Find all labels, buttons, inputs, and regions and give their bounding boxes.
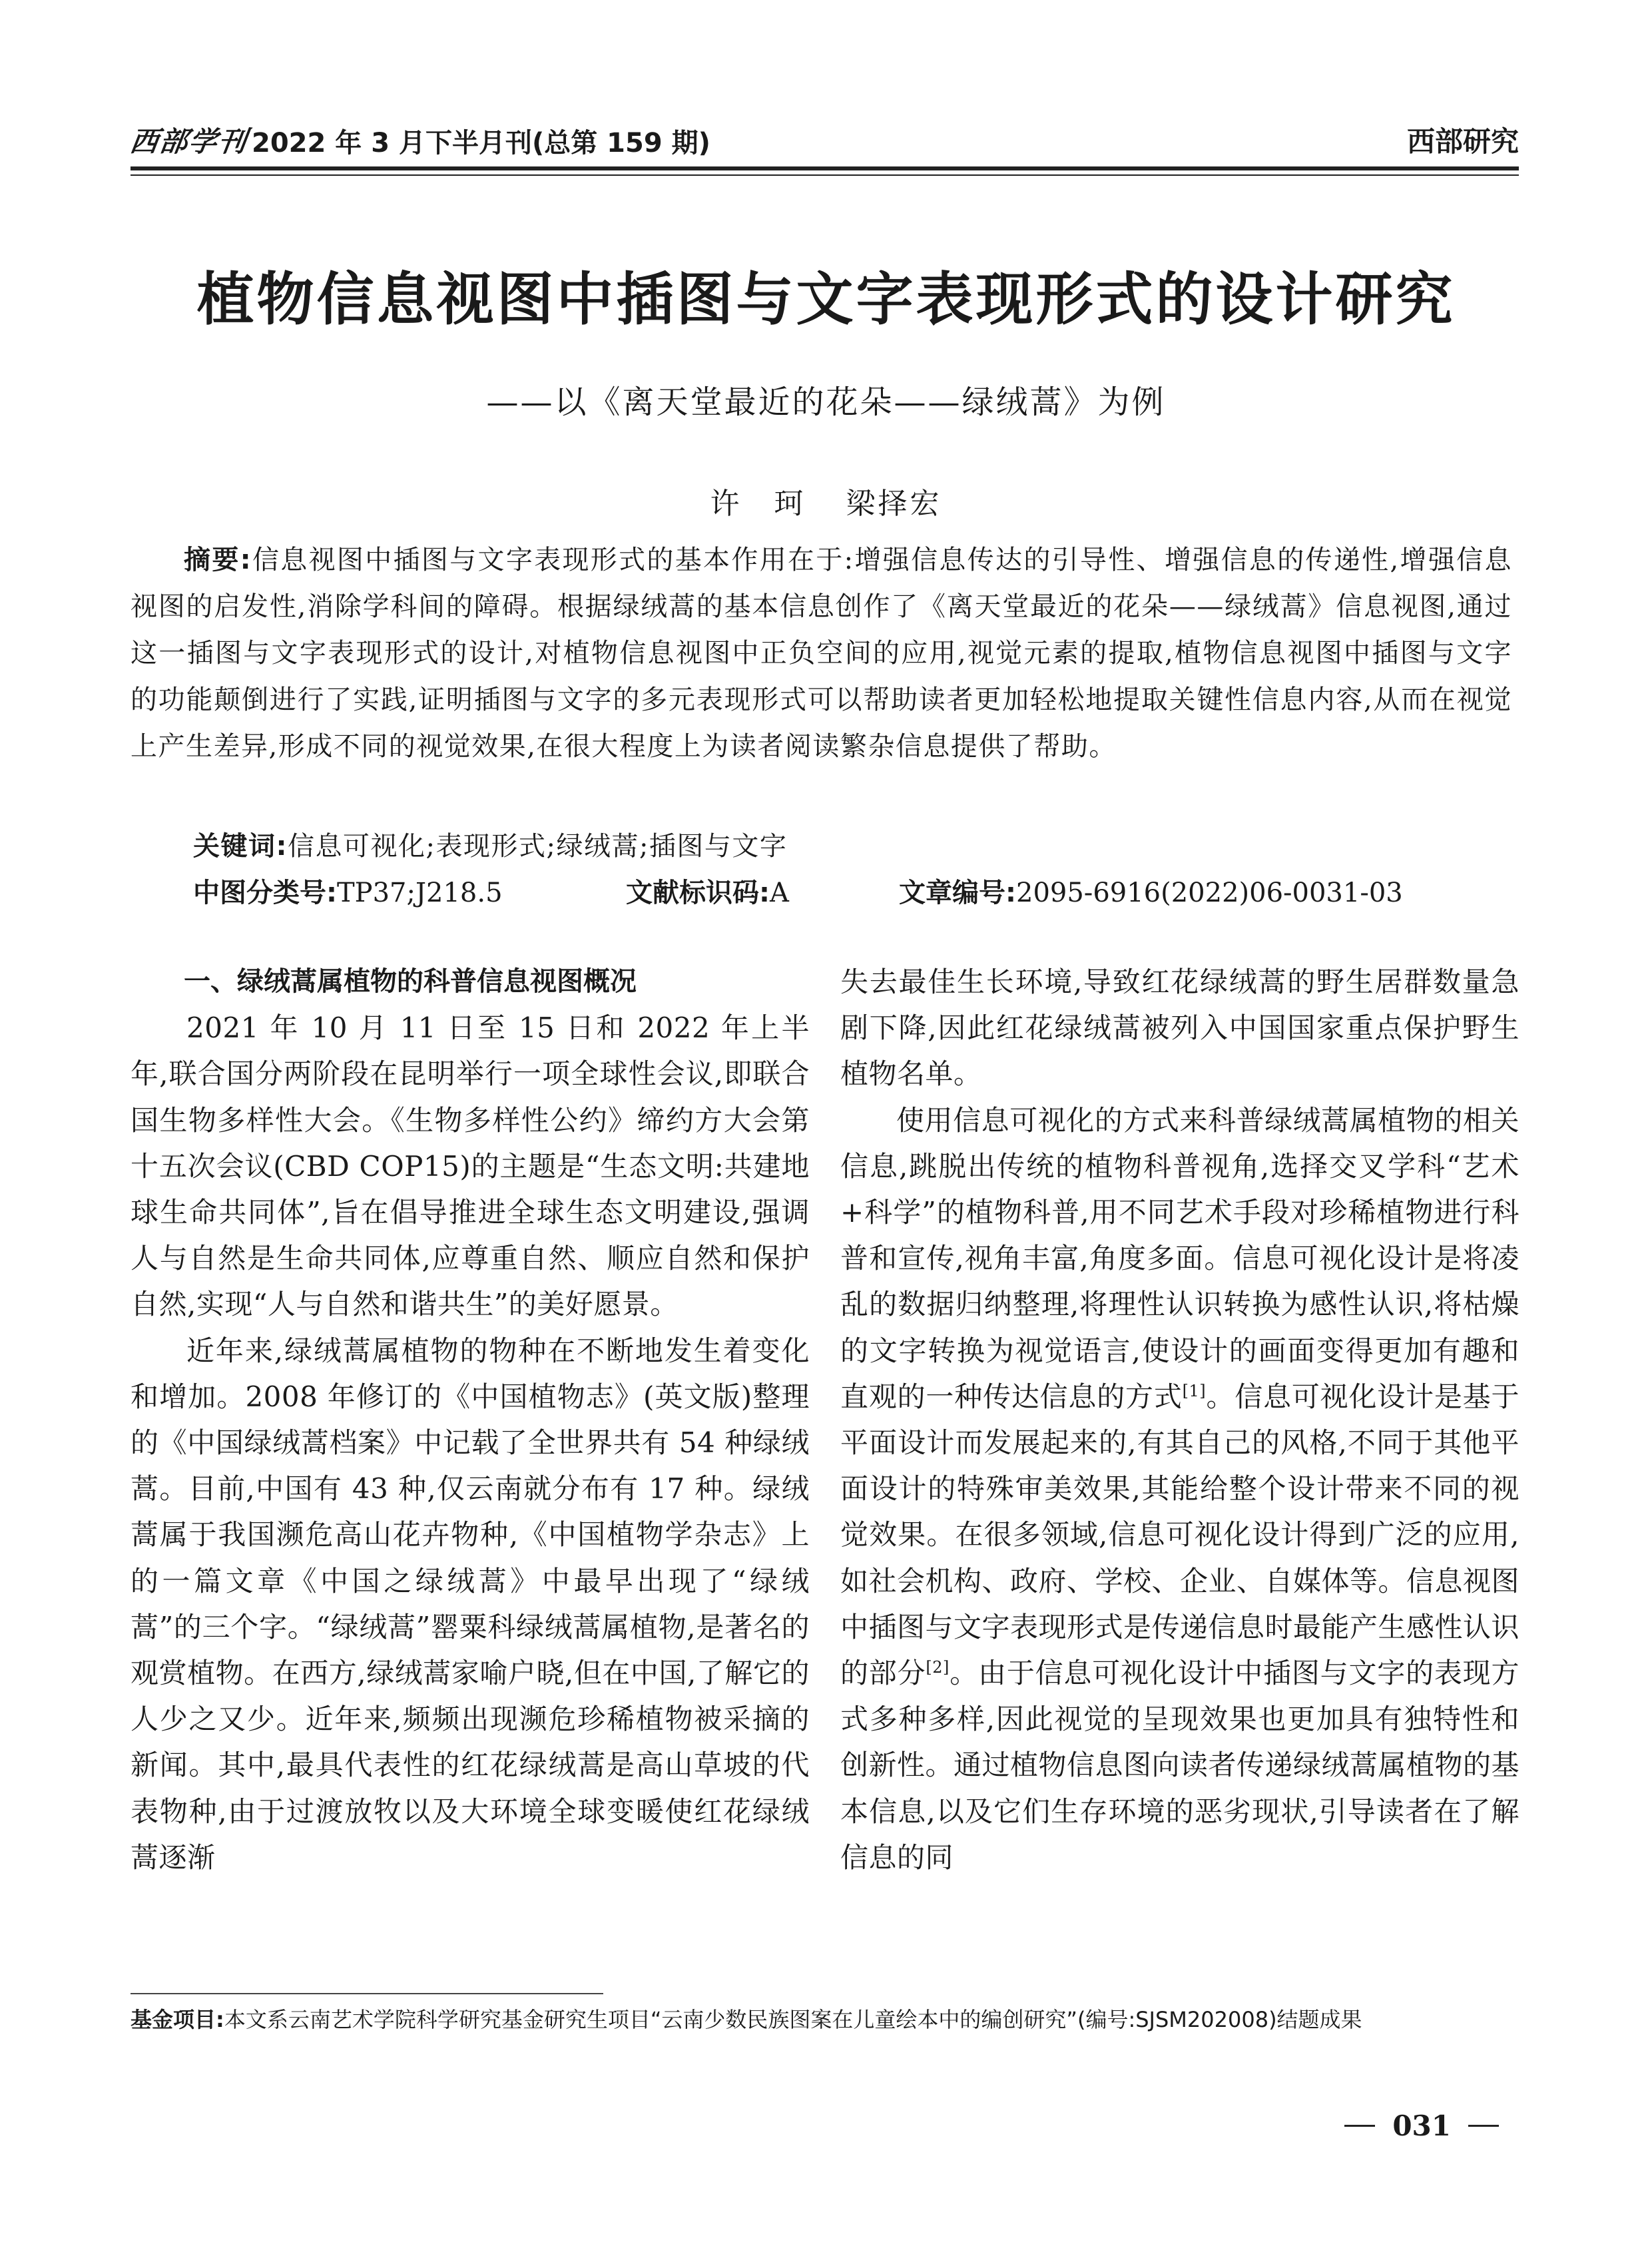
article-subtitle: ——以《离天堂最近的花朵——绿绒蒿》为例 [486,384,1166,421]
funding-text: 本文系云南艺术学院科学研究基金研究生项目“云南少数民族图案在儿童绘本中的编创研究”(编号:SJSM202008)结题成果 [224,2007,1362,2032]
keywords-text: 信息可视化;表现形式;绿绒蒿;插图与文字 [288,831,788,862]
clc-number [193,870,503,916]
dash-right [1468,2125,1499,2127]
paragraph [840,1097,1519,1880]
clc-value: TP37;J218.5 [337,878,503,908]
header-rule-thick [131,166,1519,170]
body-column-right [840,959,1519,1880]
abstract [131,537,1512,770]
section-heading: 一、绿绒蒿属植物的科普信息视图概况 [184,966,637,997]
paragraph-text: 。信息可视化设计是基于平面设计而发展起来的,有其自己的风格,不同于其他平面设计的特殊审美效果,其能给整个设计带来不同的视觉效果。在很多领域,信息可视化设计得到广泛的应用,如社会机构、政府、学校、企业、自媒体等。信息视图中插图与文字表现形式是传递信息时最能产生感性认识的部分 [840,1380,1520,1690]
funding-label: 基金项目: [131,2007,224,2032]
header-left [128,120,710,160]
paragraph: 失去最佳生长环境,导致红花绿绒蒿的野生居群数量急剧下降,因此红花绿绒蒿被列入中国国家重点保护野生植物名单。 [840,966,1519,1091]
paragraph: 2021 年 10 月 11 日至 15 日和 2022 年上半年,联合国分两阶段在昆明举行一项全球性会议,即联合国生物多样性大会。《生物多样性公约》缔约方大会第十五次会议(CBD COP15)的主题是“生态文明:共建地球生命共同体”,旨在倡导推进全球生态文明建设,强调人与自然是生命共同体,应尊重自然、顺应自然和保护自然,实现“人与自然和谐共生”的美好愿景。 [131,1011,810,1321]
section-name: 西部研究 [1406,125,1519,158]
paragraph: 近年来,绿绒蒿属植物的物种在不断地发生着变化和增加。2008 年修订的《中国植物志》(英文版)整理的《中国绿绒蒿档案》中记载了全世界共有 54 种绿绒蒿。目前,中国有 43 种,仅云南就分布有 17 种。绿绒蒿属于我国濒危高山花卉物种,《中国植物学杂志》上的一篇文章《中国之绿绒蒿》中最早出现了“绿绒蒿”的三个字。“绿绒蒿”罂粟科绿绒蒿属植物,是著名的观赏植物。在西方,绿绒蒿家喻户晓,但在中国,了解它的人少之又少。近年来,频频出现濒危珍稀植物被采摘的新闻。其中,最具代表性的红花绿绒蒿是高山草坡的代表物种,由于过渡放牧以及大环境全球变暖使红花绿绒蒿逐渐 [131,1334,810,1874]
funding-note [131,2001,1519,2038]
paragraph-text: 。由于信息可视化设计中插图与文字的表现方式多种多样,因此视觉的呈现效果也更加具有独特性和创新性。通过植物信息图向读者传递绿绒蒿属植物的基本信息,以及它们生存环境的恶劣现状,引导读者在了解信息的同 [840,1657,1520,1874]
keywords-label: 关键词: [193,831,288,862]
clc-label: 中图分类号: [193,878,337,908]
paragraph-text: 使用信息可视化的方式来科普绿绒蒿属植物的相关信息,跳脱出传统的植物科普视角,选择交叉学科“艺术+科学”的植物科普,用不同艺术手段对珍稀植物进行科普和宣传,视角丰富,角度多面。信息可视化设计是将凌乱的数据归纳整理,将理性认识转换为感性认识,将枯燥的文字转换为视觉语言,使设计的画面变得更加有趣和直观的一种传达信息的方式 [840,1103,1519,1413]
article-number [899,870,1403,916]
document-code [626,870,789,916]
header-rule-thin [131,174,1519,176]
doc-code-label: 文献标识码: [626,878,770,908]
citation-ref[interactable]: [2] [926,1658,950,1677]
abstract-text: 信息视图中插图与文字表现形式的基本作用在于:增强信息传达的引导性、增强信息的传递性,增强信息视图的启发性,消除学科间的障碍。根据绿绒蒿的基本信息创作了《离天堂最近的花朵——绿绒蒿》信息视图,通过这一插图与文字表现形式的设计,对植物信息视图中正负空间的应用,视觉元素的提取,植物信息视图中插图与文字的功能颠倒进行了实践,证明插图与文字的多元表现形式可以帮助读者更加轻松地提取关键性信息内容,从而在视觉上产生差异,形成不同的视觉效果,在很大程度上为读者阅读繁杂信息提供了帮助。 [131,545,1512,762]
abstract-label: 摘要: [184,545,252,575]
citation-ref[interactable]: [1] [1182,1381,1207,1400]
page-number-value: 031 [1392,2109,1451,2142]
keywords [193,823,1512,870]
article-title: 植物信息视图中插图与文字表现形式的设计研究 [196,266,1456,333]
page-number [1344,2109,1499,2142]
article-no-value: 2095-6916(2022)06-0031-03 [1016,878,1403,908]
author-2: 梁择宏 [846,487,942,521]
article-no-label: 文章编号: [899,878,1016,908]
dash-left [1344,2125,1375,2127]
author-1: 许 珂 [710,487,806,521]
body-column-left [131,959,810,1880]
journal-logo: 西部学刊 [128,125,250,158]
running-header [128,107,1519,160]
footnote-rule [131,1993,603,1994]
author-list [100,479,1552,522]
doc-code-value: A [770,878,789,908]
issue-info: 2022 年 3 月下半月刊(总第 159 期) [252,128,710,158]
